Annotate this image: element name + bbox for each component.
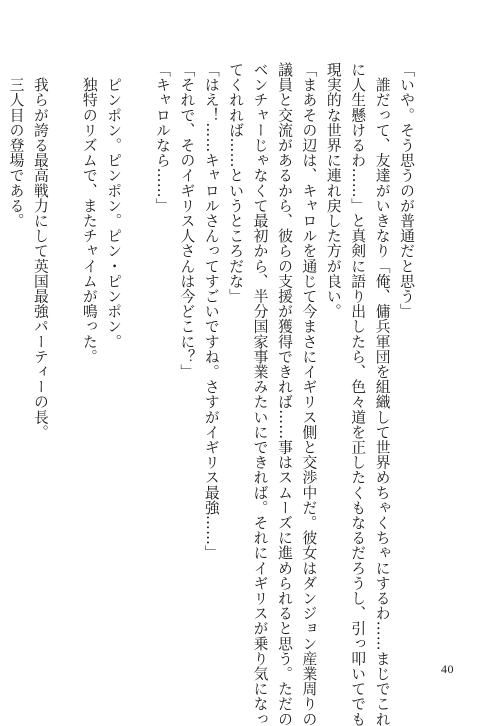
text-line-10: 「それで、そのイギリス人さんは今どこに？」 [178,62,196,380]
text-line-5: 「まあその辺は、キャロルを通じて今まさにイギリス側と交渉中だ。彼女はダンジョン産業周りの [300,62,318,726]
blank-line [52,62,76,622]
text-line-17: 三人目の登場である。 [7,62,25,229]
body-text [3,62,418,726]
text-line-6: 議員と交流があるから、彼らの支援が獲得できれば……事はスムーズに進められると思う。ただの [275,62,293,726]
text-line-4: 現実的な世界に連れ戻した方が良い。 [324,62,342,319]
text-line-9: 「はえ！……キャロルさんってすごいですね。さすがイギリス最強……」 [202,62,220,561]
text-line-11: 「キャロルなら……」 [153,62,171,213]
text-line-14: 独特のリズムで、またチャイムが鳴った。 [80,62,98,364]
text-line-2: 誰だって、友達がいきなり「俺、傭兵軍団を組織して世界めちゃくちゃにするわ……まじでこれ [373,62,391,726]
text-line-13: ピンポン。ピンポン。ピン・ピンポン。 [105,62,123,349]
blank-line [125,62,149,622]
text-line-3: に人生懸けるわ……」と真剣に語り出したら、色々道を正したくもなるだろうし、引っ叩いてでも [349,62,367,726]
text-line-7: ベンチャーじゃなくて最初から、半分国家事業みたいにできれば。それにイギリスが乗り気になっ [251,62,269,726]
page-number: 40 [441,662,454,676]
text-line-8: てくれれば……というところだな」 [227,62,245,304]
text-line-1: 「いや。そう思うのが普通だと思う」 [398,62,415,319]
text-line-16: 我らが誇る最高戦力にして英国最強パーティーの長。 [31,62,49,440]
